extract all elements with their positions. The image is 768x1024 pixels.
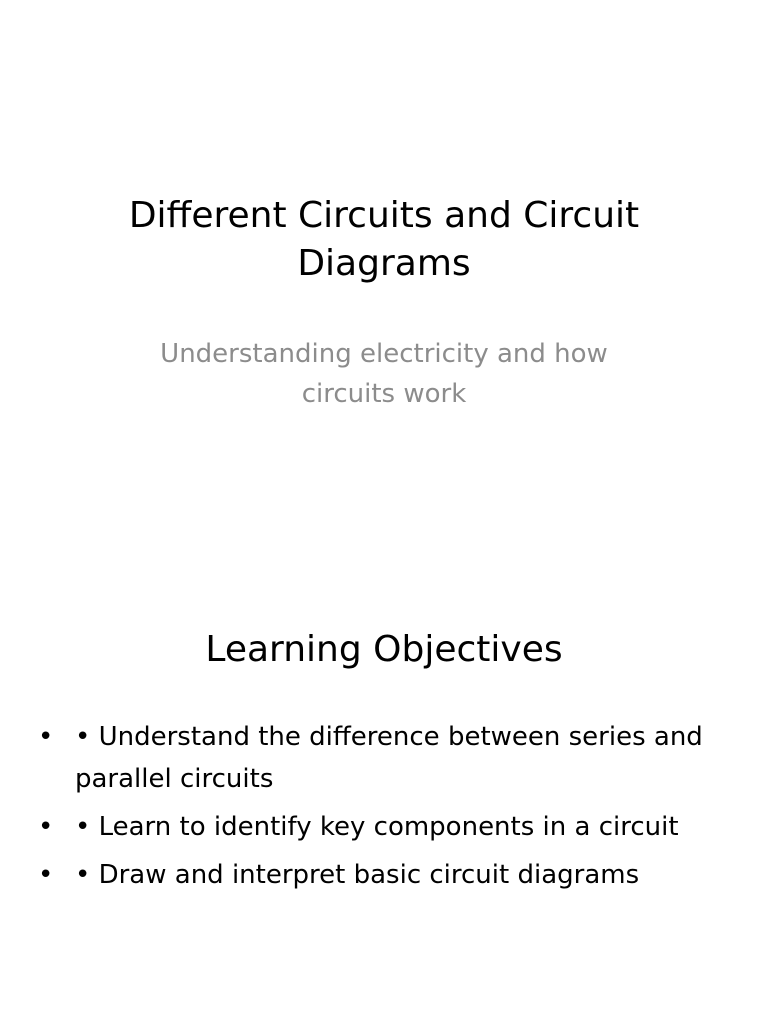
bullet-icon: • — [38, 860, 54, 890]
slide-subtitle: Understanding electricity and how circuits work — [160, 339, 608, 409]
list-item — [38, 806, 728, 848]
bullet-icon: • — [38, 812, 54, 842]
list-item — [38, 716, 728, 800]
slide-heading: Learning Objectives — [205, 629, 563, 670]
objectives-slide — [0, 512, 768, 1024]
list-item-text: • Understand the difference between series and parallel circuits — [75, 722, 703, 794]
bullet-icon: • — [38, 722, 54, 752]
slide-title: Different Circuits and Circuit Diagrams — [128, 195, 640, 284]
list-item — [38, 854, 728, 896]
list-item-text: • Learn to identify key components in a circuit — [75, 812, 679, 842]
objectives-list — [38, 716, 728, 902]
list-item-text: • Draw and interpret basic circuit diagrams — [75, 860, 640, 890]
